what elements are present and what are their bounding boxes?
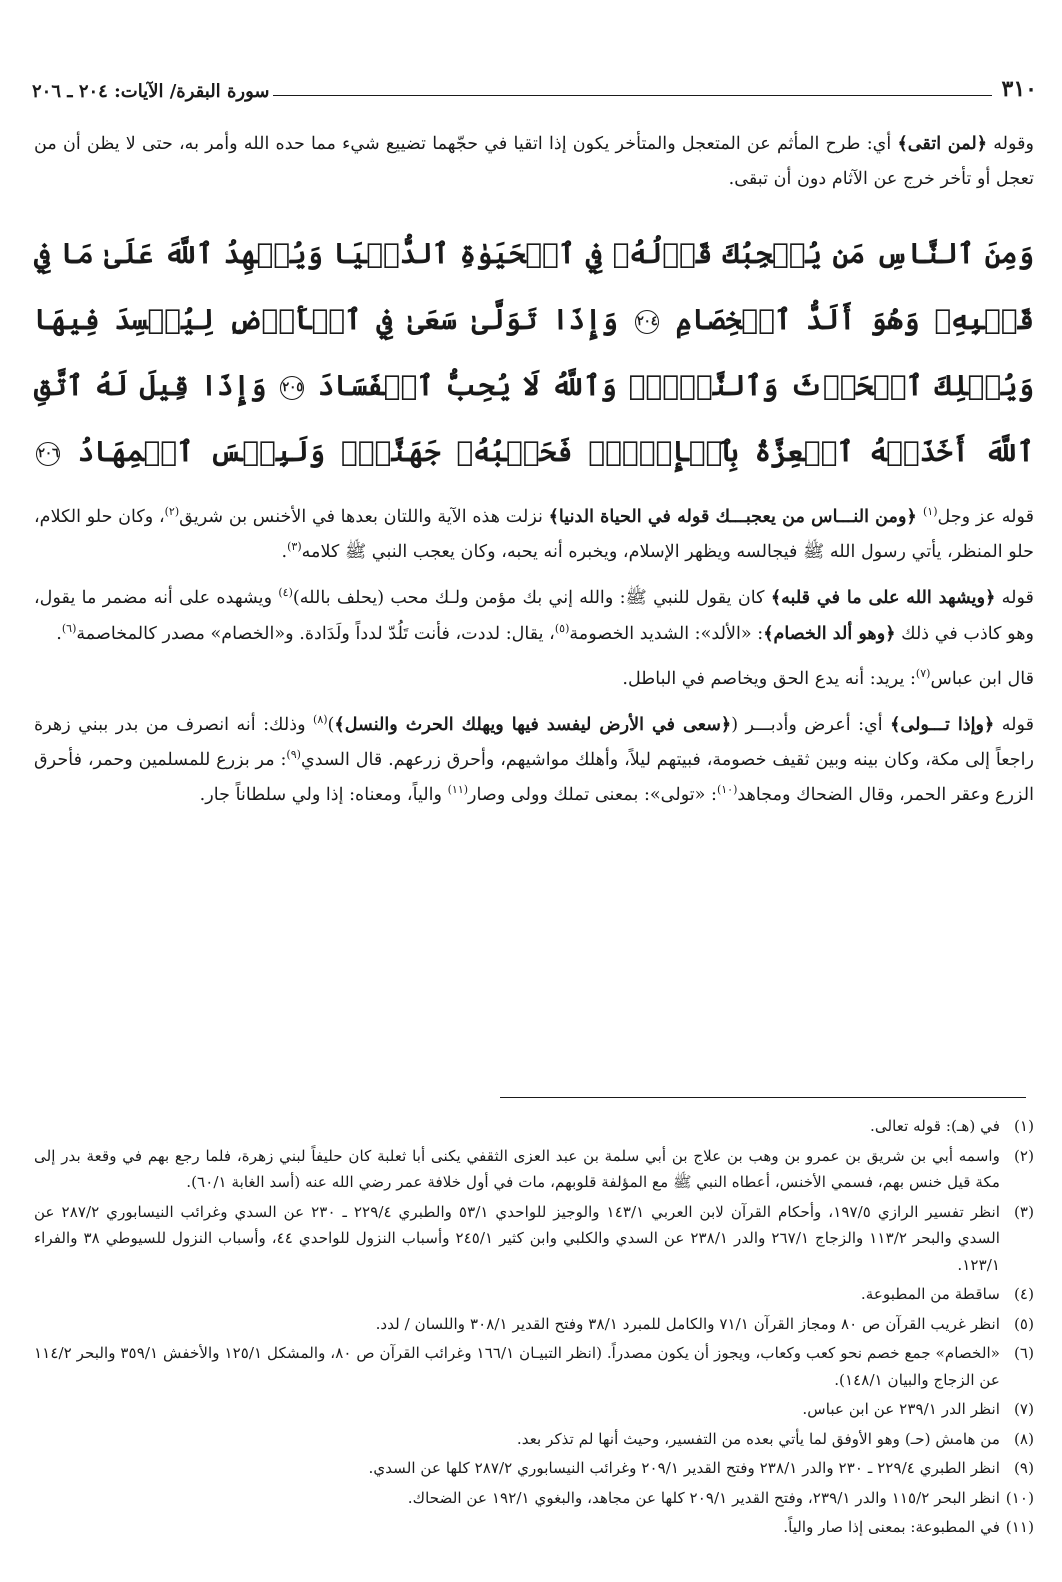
text-run: وقوله bbox=[987, 134, 1034, 154]
text-run: : «تولى»: بمعنى تملك وولى وصار bbox=[468, 785, 717, 805]
footnote-text: «الخصام» جمع خصم نحو كعب وكعاب، ويجوز أن يكون مصدراً. (انظر التبيـان ١٦٦/١ وغرائب القرآن ص ٨٠، والمشكل ١٢٥/١ والأخفش ٣٥٩/١ والبحر ١١٤/٢ عن الزجاج والبيان ١٤٨/١). bbox=[34, 1344, 1000, 1389]
footnote-ref: (٧) bbox=[915, 667, 931, 681]
footnote-text: انظر الدر ٢٣٩/١ عن ابن عباس. bbox=[802, 1400, 1000, 1418]
footnote-text: من هامش (حـ) وهو الأوفق لما يأتي بعده من التفسير، وحيث أنها لم تذكر بعد. bbox=[516, 1429, 1000, 1448]
commentary-paragraph-3 bbox=[34, 662, 1034, 697]
text-run: نزلت هذه الآية واللتان بعدها في الأخنس بن شريق bbox=[179, 507, 549, 527]
footnote bbox=[34, 1143, 1034, 1196]
footnote bbox=[34, 1396, 1034, 1423]
footnote bbox=[34, 1311, 1034, 1338]
footnote-text: انظر البحر ١١٥/٢ والدر ٢٣٩/١، وفتح القدير ٢٠٩/١ كلها عن مجاهد، والبغوي ١٩٢/١ عن الضحاك. bbox=[407, 1488, 1000, 1507]
surah-title: سورة البقرة/ الآيات: ٢٠٤ ـ ٢٠٦ bbox=[32, 81, 270, 102]
footnote-text: ساقطة من المطبوعة. bbox=[860, 1285, 1000, 1303]
commentary-paragraph-1 bbox=[34, 499, 1034, 570]
text-run: : مر بزرع للمسلمين وحمر، فأحرق الزرع وعقر الحمر، وقال الضحاك ومجاهد bbox=[34, 750, 1034, 805]
footnote-number: (٨) bbox=[1013, 1429, 1034, 1448]
footnote bbox=[34, 1199, 1034, 1279]
text-run: ) bbox=[327, 715, 335, 735]
footnote-ref: (١١) bbox=[447, 783, 469, 797]
footnote-ref: (٨) bbox=[313, 713, 328, 727]
page-number: ٣١٠ bbox=[1001, 76, 1037, 102]
footnote-number: (١) bbox=[1013, 1117, 1034, 1135]
footnote-ref: (٥) bbox=[554, 622, 570, 636]
footnote-text: واسمه أبي بن شريق بن عمرو بن وهب بن علاج بن أبي سلمة بن عبد العزى الثقفي يكنى أبا ثعلبة كان حليفاً لبني زهرة، فلما رجع بهم في وقعة بدر إلى مكة قيل خنس بهم، فسمي الأخنس، أعطاه النبي ﷺ مع المؤلفة قلوبهم، مات في أول خلافة عمر رضي الله عنه (أسد الغابة ٦٠/١). bbox=[34, 1146, 1000, 1191]
footnote-number: (٣) bbox=[1013, 1202, 1034, 1221]
footnote-ref: (٦) bbox=[61, 622, 77, 636]
footnote-ref: (٤) bbox=[278, 586, 293, 600]
footnote bbox=[34, 1340, 1034, 1393]
footnote-text: انظر تفسير الرازي ١٩٧/٥، وأحكام القرآن لابن العربي ١٤٣/١ والوجيز للواحدي ٥٣/١ والطبري ٢٢٩/٤ ـ ٢٣٠ عن السدي وغرائب النيسابوري ٢٨٧/٢ عن السدي والبحر ١١٣/٢ والزجاج ٢٦٧/١ والدر ٢٣٨/١ عن السدي والكلبي وابن كثير ٢٤٥/١ وأسباب النزول للواحدي ٤٤، وأسباب النزول للسيوطي ٣٨ والفراء ١٢٣/١. bbox=[34, 1202, 1000, 1274]
quran-quote: ﴿ويشهد الله على ما في قلبه﴾ bbox=[770, 587, 996, 608]
verse-number-marker: ٢٠٤ bbox=[635, 310, 659, 334]
text-run: والياً، ومعناه: إذا ولي سلطاناً جار. bbox=[199, 785, 448, 805]
footnote-ref: (١٠) bbox=[716, 783, 738, 797]
text-run: قوله bbox=[994, 715, 1034, 735]
main-text bbox=[34, 126, 1034, 823]
footnote bbox=[34, 1514, 1034, 1541]
quran-quote: ﴿وهو ألد الخصام﴾ bbox=[763, 623, 896, 644]
verse-205: وَإِذَا تَوَلَّىٰ سَعَىٰ فِي ٱلۡأَرۡضِ لِيُفۡسِدَ فِيهَا وَيُهۡلِكَ ٱلۡحَرۡثَ وَٱلنَّسۡلَۚ وَٱللَّهُ لَا يُحِبُّ ٱلۡفَسَادَ bbox=[34, 303, 1034, 402]
text-run: ، يقال: لددت، فأنت تَلُدّ لدداً ولَدَادة. و«الخصام» مصدر كالمخاصمة bbox=[76, 624, 555, 644]
text-run: قال ابن عباس bbox=[930, 669, 1034, 689]
footnote bbox=[34, 1281, 1034, 1308]
footnote-number: (٤) bbox=[1013, 1285, 1034, 1303]
footnote-text: انظر الطبري ٢٢٩/٤ ـ ٢٣٠ والدر ٢٣٨/١ وفتح القدير ٢٠٩/١ وغرائب النيسابوري ٢٨٧/٢ كلها عن السدي. bbox=[368, 1459, 1000, 1477]
footnote-text: في المطبوعة: بمعنى إذا صار والياً. bbox=[783, 1518, 1000, 1536]
footnotes bbox=[34, 1113, 1034, 1544]
page-header bbox=[32, 72, 1037, 102]
text-run: أي: طرح المأثم عن المتعجل والمتأخر يكون إذا اتقيا في حجّهما تضييع شيء مما حده الله وأمر به، حتى لا يظن أن من تعجل أو تأخر خرج عن الآثام دون أن تبقى. bbox=[34, 134, 1034, 189]
intro-paragraph bbox=[34, 126, 1034, 197]
text-run: . bbox=[281, 542, 288, 562]
verse-number-marker: ٢٠٦ bbox=[36, 442, 60, 466]
text-run: أي: أعرض وأدبـــر ( bbox=[731, 715, 891, 735]
text-run: ويشهده على أنه مضمر ما يقول، وهو كاذب في ذلك bbox=[34, 588, 1034, 644]
footnote-divider bbox=[500, 1097, 1026, 1098]
verse-204: وَمِنَ ٱلنَّاسِ مَن يُعۡجِبُكَ قَوۡلُهُۥ فِي ٱلۡحَيَوٰةِ ٱلدُّنۡيَا وَيُشۡهِدُ ٱللَّهَ عَلَىٰ مَا فِي قَلۡبِهِۦ وَهُوَ أَلَدُّ ٱلۡخِصَامِ bbox=[34, 237, 1035, 336]
footnote bbox=[34, 1426, 1034, 1453]
text-run: . bbox=[56, 624, 62, 644]
text-run: ، وكان حلو الكلام، حلو المنظر، يأتي رسول الله ﷺ فيجالسه ويظهر الإسلام، ويخبره أنه يحبه، وكان يعجب النبي ﷺ كلامه bbox=[34, 507, 1034, 562]
footnote-number: (٢) bbox=[1013, 1146, 1034, 1165]
text-run: قوله bbox=[995, 588, 1034, 608]
quran-verses-block bbox=[34, 221, 1034, 485]
footnote-number: (٩) bbox=[1013, 1459, 1034, 1477]
verse-number-marker: ٢٠٥ bbox=[280, 376, 304, 400]
footnote bbox=[34, 1485, 1034, 1512]
footnote-ref: (١) bbox=[922, 505, 938, 519]
footnote-number: (٥) bbox=[1013, 1314, 1034, 1333]
text-run: : «الألد»: الشديد الخصومة bbox=[569, 624, 764, 644]
text-run: : يريد: أنه يدع الحق ويخاصم في الباطل. bbox=[622, 669, 916, 689]
commentary-paragraph-2 bbox=[34, 580, 1034, 652]
commentary-paragraph-4 bbox=[34, 707, 1034, 813]
footnote-number: (١١) bbox=[1005, 1518, 1034, 1536]
quran-quote: ﴿سعى في الأرض ليفسد فيها ويهلك الحرث والنسل﴾ bbox=[334, 714, 732, 735]
footnote-ref: (٢) bbox=[164, 505, 180, 519]
footnote-number: (٦) bbox=[1013, 1344, 1034, 1362]
footnote-text: انظر غريب القرآن ص ٨٠ ومجاز القرآن ٧١/١ والكامل للمبرد ٣٨/١ وفتح القدير ٣٠٨/١ واللسان / لدد. bbox=[375, 1314, 1000, 1333]
footnote-ref: (٣) bbox=[287, 540, 302, 554]
quran-quote: ﴿ومن النـــاس من يعجبـــك قوله في الحياة الدنيا﴾ bbox=[548, 506, 923, 527]
text-run: وذلك: أنه انصرف من بدر ببني زهرة راجعاً إلى مكة، وكان بينه وبين ثقيف خصومة، فبيتهم ليلاً، وأهلك مواشيهم، وأحرق زرعهم. قال السدي bbox=[34, 715, 1034, 770]
text-run: قوله عز وجل bbox=[937, 507, 1034, 527]
text-run: كان يقول للنبي ﷺ: والله إني بك مؤمن ولـك محب (يحلف بالله) bbox=[292, 588, 771, 608]
quran-quote: ﴿لمن اتقى﴾ bbox=[897, 133, 988, 154]
footnote-number: (٧) bbox=[1013, 1400, 1034, 1418]
header-rule bbox=[273, 95, 991, 96]
footnote-ref: (٩) bbox=[286, 748, 301, 762]
footnote-number: (١٠) bbox=[1005, 1488, 1034, 1507]
verse-206: وَإِذَا قِيلَ لَهُ ٱتَّقِ ٱللَّهَ أَخَذَتۡهُ ٱلۡعِزَّةُ بِٱلۡإِثۡمِۚ فَحَسۡبُهُۥ جَهَنَّمُۖ وَلَبِئۡسَ ٱلۡمِهَادُ bbox=[34, 369, 1035, 468]
footnote bbox=[34, 1113, 1034, 1140]
footnote-text: في (هـ): قوله تعالى. bbox=[870, 1117, 1000, 1135]
footnote bbox=[34, 1455, 1034, 1482]
quran-quote: ﴿وإذا تـــولى﴾ bbox=[890, 714, 995, 735]
